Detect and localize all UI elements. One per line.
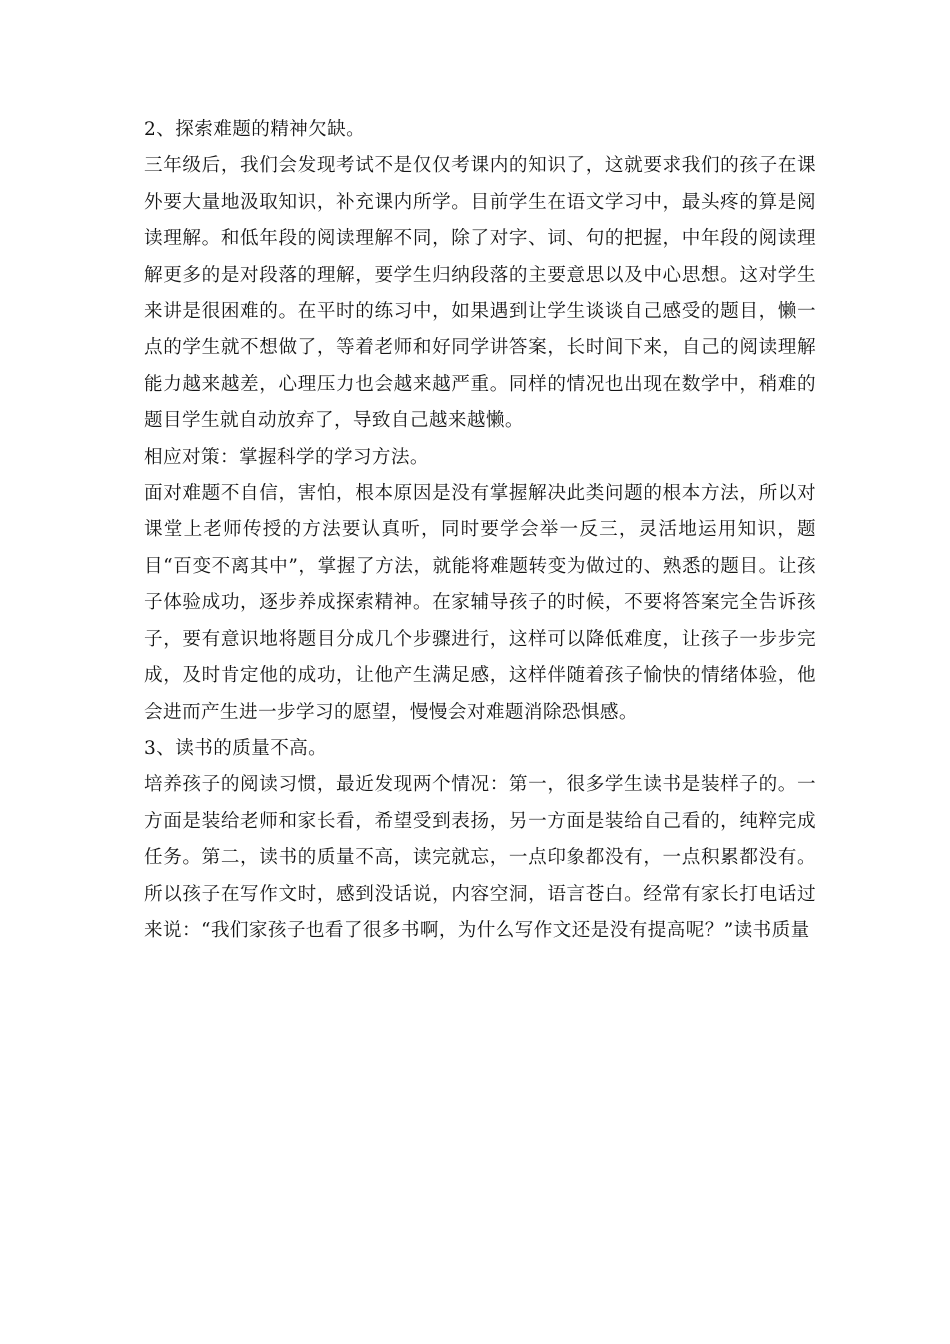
paragraph-difficulty: 三年级后，我们会发现考试不是仅仅考课内的知识了，这就要求我们的孩子在课外要大量地汲取知识，补充课内所学。目前学生在语文学习中，最头疼的算是阅读理解。和低年段的阅读理解不同，除了对字、词、句的把握，中年段的阅读理解更多的是对段落的理解，要学生归纳段落的主要意思以及中心思想。这对学生来讲是很困难的。在平时的练习中，如果遇到让学生谈谈自己感受的题目，懒一点的学生就不想做了，等着老师和好同学讲答案，长时间下来，自己的阅读理解能力越来越差，心理压力也会越来越严重。同样的情况也出现在数学中，稍难的题目学生就自动放弃了，导致自己越来越懒。 bbox=[144, 155, 816, 432]
section-heading-2: 2、探索难题的精神欠缺。 bbox=[144, 119, 366, 140]
section-heading-3: 3、读书的质量不高。 bbox=[144, 737, 328, 759]
countermeasure-heading: 相应对策：掌握科学的学习方法。 bbox=[144, 446, 429, 468]
paragraph-reading-quality: 培养孩子的阅读习惯，最近发现两个情况：第一，很多学生读书是装样子的。一方面是装给老师和家长看，希望受到表扬，另一方面是装给自己看的，纯粹完成任务。第二，读书的质量不高，读完就忘，一点印象都没有，一点积累都没有。所以孩子在写作文时，感到没话说，内容空洞，语言苍白。经常有家长打电话过来说：“我们家孩子也看了很多书啊，为什么写作文还是没有提高呢？”读书质量 bbox=[144, 774, 816, 941]
paragraph-countermeasure: 面对难题不自信，害怕，根本原因是没有掌握解决此类问题的根本方法，所以对课堂上老师传授的方法要认真听，同时要学会举一反三，灵活地运用知识，题目“百变不离其中”，掌握了方法，就能将难题转变为做过的、熟悉的题目。让孩子体验成功，逐步养成探索精神。在家辅导孩子的时候，不要将答案完全告诉孩子，要有意识地将题目分成几个步骤进行，这样可以降低难度，让孩子一步步完成，及时肯定他的成功，让他产生满足感，这样伴随着孩子愉快的情绪体验，他会进而产生进一步学习的愿望，慢慢会对难题消除恐惧感。 bbox=[144, 483, 816, 723]
document-body bbox=[144, 112, 816, 949]
